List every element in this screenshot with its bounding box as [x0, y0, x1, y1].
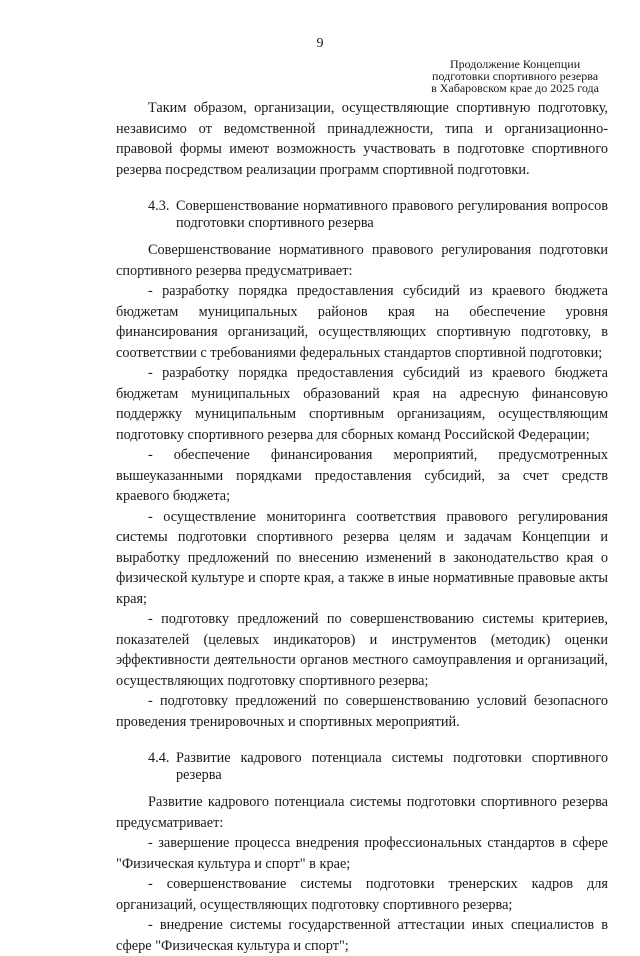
section-heading-4-3 [116, 198, 608, 232]
section-title: Развитие кадрового потенциала системы подготовки спортивного резерва [176, 750, 608, 783]
list-item: - совершенствование системы подготовки тренерских кадров для организаций, осуществляющих подготовку спортивного резерва; [116, 876, 608, 913]
section-number: 4.4. [148, 750, 170, 766]
list-item: - разработку порядка предоставления субсидий из краевого бюджета бюджетам муниципальных районов края на обеспечение уровня финансирования организаций, осуществляющих спортивную подготовку, в соответствии с требованиями федеральных стандартов спортивной подготовки; [116, 283, 608, 361]
list-item: - осуществление мониторинга соответствия правового регулирования системы подготовки спортивного резерва целям и задачам Концепции и выработку предложений по внесению изменений в законодательство края о физической культуре и спорте края, а также в иные нормативные правовые акты края; [116, 508, 608, 607]
header-note-line: Продолжение Концепции [449, 57, 581, 71]
section-heading-4-4 [116, 750, 608, 784]
document-continuation-note [431, 58, 599, 94]
page-number: 9 [316, 36, 324, 51]
section-number: 4.3. [148, 198, 170, 214]
list-item: - завершение процесса внедрения профессиональных стандартов в сфере "Физическая культура и спорт" в крае; [116, 835, 608, 872]
header-note-line: в Хабаровском крае до 2025 года [431, 81, 599, 95]
document-body [116, 98, 608, 956]
list-item: - внедрение системы государственной аттестации иных специалистов в сфере "Физическая культура и спорт"; [116, 917, 608, 954]
list-item: - обеспечение финансирования мероприятий, предусмотренных вышеуказанными порядками предоставления субсидий, за счет средств краевого бюджета; [116, 447, 608, 504]
list-item: - разработку порядка предоставления субсидий из краевого бюджета бюджетам муниципальных образований края на адресную финансовую поддержку муниципальным спортивным организациям, осуществляющим подготовку спортивного резерва для сборных команд Российской Федерации; [116, 365, 608, 443]
intro-paragraph: Таким образом, организации, осуществляющие спортивную подготовку, независимо от ведомственной принадлежности, типа и организационно-правовой формы имеют возможность участвовать в подготовке спортивного резерва посредством реализации программ спортивной подготовки. [116, 100, 608, 178]
section-title: Совершенствование нормативного правового регулирования вопросов подготовки спортивного резерва [176, 198, 608, 231]
list-item: - подготовку предложений по совершенствованию условий безопасного проведения тренировочных и спортивных мероприятий. [116, 693, 608, 730]
section-lead: Совершенствование нормативного правового регулирования подготовки спортивного резерва предусматривает: [116, 242, 608, 279]
section-lead: Развитие кадрового потенциала системы подготовки спортивного резерва предусматривает: [116, 794, 608, 831]
header-note-line: подготовки спортивного резерва [432, 69, 599, 83]
list-item: - подготовку предложений по совершенствованию системы критериев, показателей (целевых индикаторов) и инструментов (методик) оценки эффективности деятельности органов местного самоуправления и организаций, осуществляющих подготовку спортивного резерва; [116, 611, 608, 689]
